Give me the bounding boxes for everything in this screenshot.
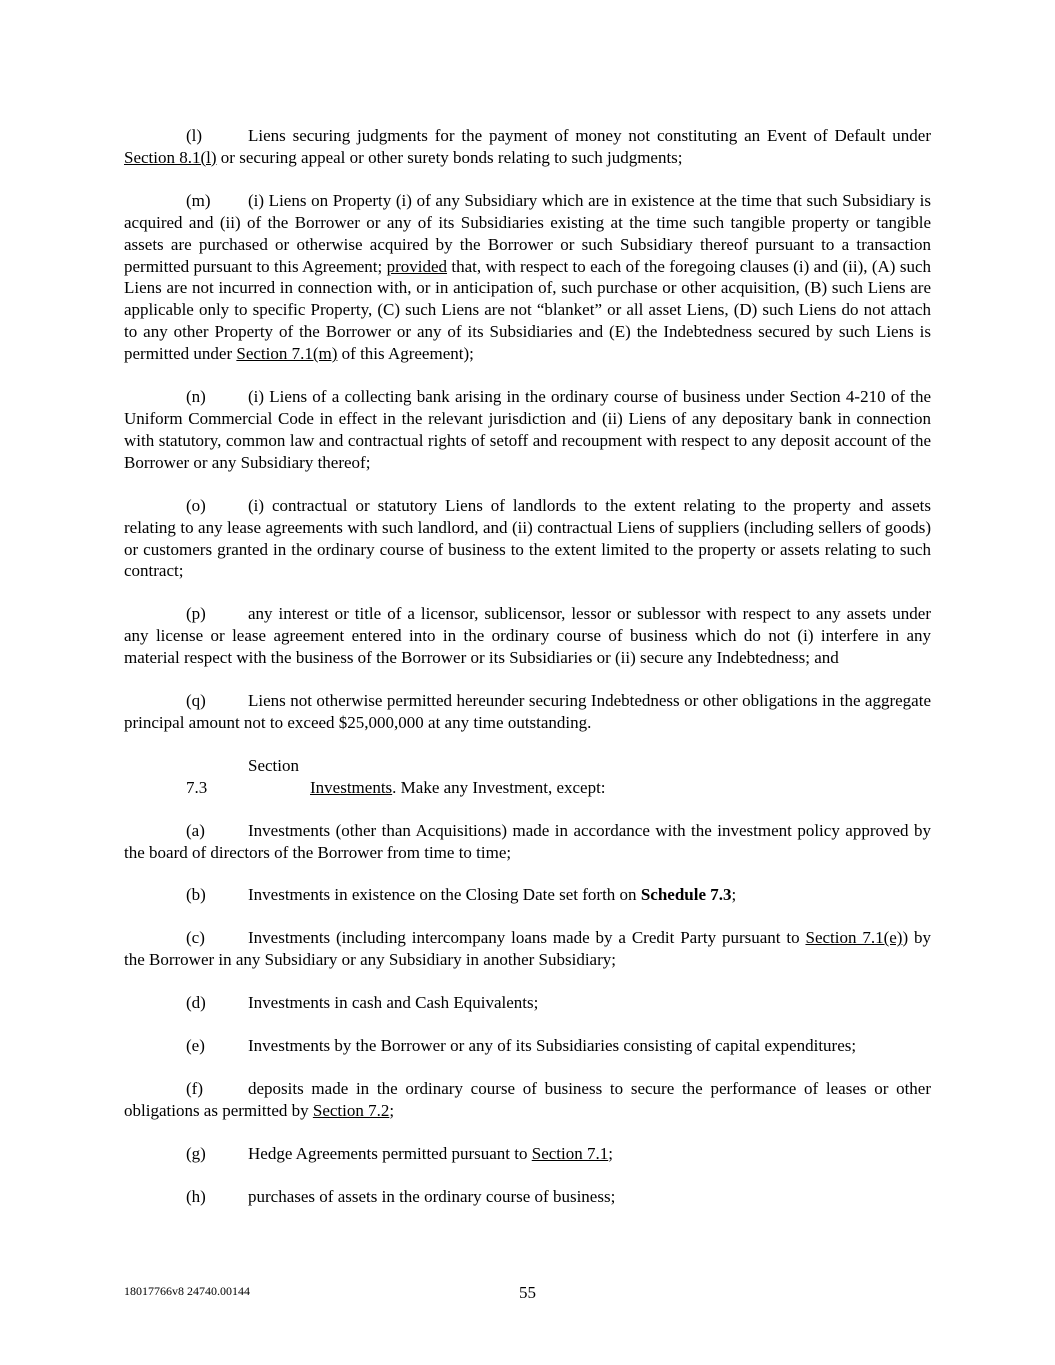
- paragraph-label: (o): [186, 495, 206, 515]
- item-c: (c) Investments (including intercompany loans made by a Credit Party pursuant to Section 7.1(e)) by the Borrower in any Subsidiary or any Subsidiary in another Subsidiary;: [124, 928, 932, 970]
- section-reference: Section 7.2: [312, 1100, 390, 1120]
- item-f: (f) deposits made in the ordinary course of business to secure the performance of leases or other obligations as permitted by Section 7.2;: [124, 1079, 931, 1120]
- item-label: (f): [186, 1079, 203, 1098]
- paragraph-l: (l) Liens securing judgments for the payment of money not constituting an Event of Default under Section 8.1(l) or securing appeal or other surety bonds relating to such judgments;: [124, 126, 931, 167]
- document-id: 18017766v8 24740.00144: [124, 1284, 250, 1298]
- item-h: (h) purchases of assets in the ordinary course of business;: [186, 1186, 616, 1206]
- paragraph-label: (l): [186, 126, 203, 145]
- paragraph-label: (n): [186, 387, 206, 407]
- item-label: (h): [186, 1186, 206, 1206]
- item-label: (e): [186, 1036, 205, 1056]
- paragraph-n: (n) (i) Liens of a collecting bank arising in the ordinary course of business under Section 4-210 of the Uniform Commercial Code in effect in the relevant jurisdiction and (ii) Liens of any depositary bank in connection with statutory, common law and contractual rights of setoff and recoupment with respect to any deposit account of the Borrower or any Subsidiary thereof;: [124, 387, 931, 472]
- provided-term: provided: [386, 256, 448, 276]
- section-reference: Section 8.1(l): [124, 147, 217, 167]
- item-g: (g) Hedge Agreements permitted pursuant to Section 7.1;: [186, 1143, 613, 1163]
- item-label: (d): [186, 993, 206, 1013]
- section-title: Investments: [310, 777, 393, 797]
- paragraph-label: (q): [186, 691, 206, 711]
- item-label: (c): [186, 928, 205, 948]
- section-reference: Section 7.1: [531, 1143, 609, 1163]
- item-e: (e) Investments by the Borrower or any of its Subsidiaries consisting of capital expenditures;: [186, 1036, 857, 1056]
- paragraph-label: (m): [186, 190, 211, 210]
- page-number: 55: [519, 1283, 536, 1302]
- item-label: (a): [186, 820, 205, 840]
- schedule-reference: Schedule 7.3: [640, 885, 732, 905]
- item-a: (a) Investments (other than Acquisitions) made in accordance with the investment policy approved by the board of directors of the Borrower from time to time;: [124, 820, 931, 862]
- document-body: [124, 125, 931, 1229]
- paragraph-m: (m) (i) Liens on Property (i) of any Subsidiary which are in existence at the time that such Subsidiary is acquired and (ii) of the Borrower or any of its Subsidiaries existing at the time such tangible property or tangible assets are purchased or otherwise acquired by the Borrower or such Subsidiary thereof pursuant to a transaction permitted pursuant to this Agreement; provided that, with respect to each of the foregoing clauses (i) and (ii), (A) such Liens are not incurred in connection with, or in anticipation of, such purchase or other acquisition, (B) such Liens are applicable only to specific Property, (C) such Liens are not “blanket” or all asset Liens, (D) such Liens do not attach to any other Property of the Borrower or any of its Subsidiaries and (E) the Indebtedness secured by such Liens is permitted under Section 7.1(m) of this Agreement);: [124, 190, 931, 364]
- paragraph-label: (p): [186, 604, 206, 624]
- item-b: (b) Investments in existence on the Closing Date set forth on Schedule 7.3;: [186, 885, 737, 905]
- section-reference: Section 7.1(m): [236, 344, 338, 364]
- item-d: (d) Investments in cash and Cash Equivalents;: [186, 993, 539, 1013]
- paragraph-q: (q) Liens not otherwise permitted hereunder securing Indebtedness or other obligations in the aggregate principal amount not to exceed $25,000,000 at any time outstanding.: [124, 691, 931, 732]
- paragraph-p: (p) any interest or title of a licensor, sublicensor, lessor or sublessor with respect to any assets under any license or lease agreement entered into in the ordinary course of business which do not (i) interfere in any material respect with the business of the Borrower or its Subsidiaries or (ii) secure any Indebtedness; and: [124, 604, 931, 668]
- section-heading: Section 7.3 Investments. Make any Investment, except:: [186, 755, 606, 797]
- item-label: (b): [186, 885, 206, 905]
- section-reference: Section 7.1(e): [805, 928, 903, 948]
- section-number: Section 7.3: [186, 755, 299, 797]
- paragraph-o: (o) (i) contractual or statutory Liens of landlords to the extent relating to the property and assets relating to any lease agreements with such landlord, and (ii) contractual Liens of suppliers (including sellers of goods) or customers granted in the ordinary course of business to the extent limited to the property or assets relating to such contract;: [124, 495, 931, 581]
- item-label: (g): [186, 1143, 206, 1163]
